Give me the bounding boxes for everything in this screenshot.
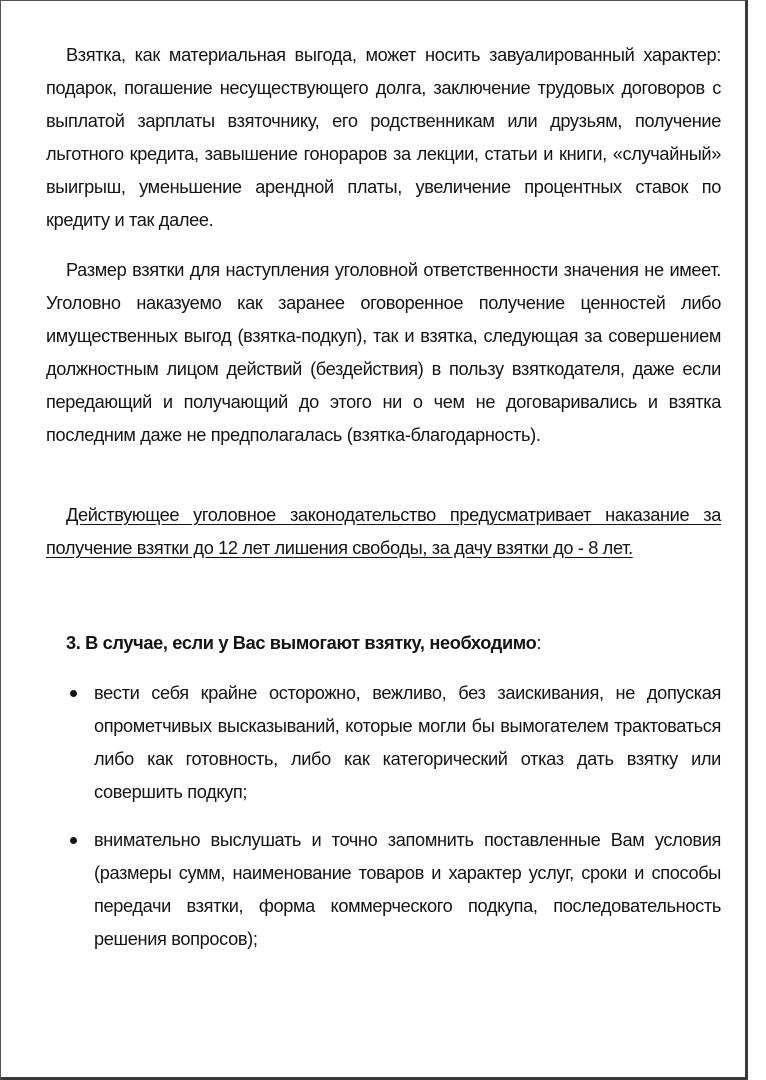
bullet-icon	[70, 837, 77, 844]
bullet-list-second	[66, 824, 721, 956]
bullet-list-first	[66, 677, 721, 809]
paragraph-penalty-underlined: Действующее уголовное законодательство предусматривает наказание за получение взятки до 12 лет лишения свободы, за дачу взятки до - 8 лет.	[46, 505, 721, 558]
paragraph-bribe-size: Размер взятки для наступления уголовной ответственности значения не имеет. Уголовно наказуемо как заранее оговоренное получение ценностей либо имущественных выгод (взятка-подкуп), так и взятка, следующая за совершением должностным лицом действий (бездействия) в пользу взяткодателя, даже если передающий и получающий до этого ни о чем не договаривались и взятка последним даже не предполагалась (взятка-благодарность).	[46, 260, 721, 445]
section-heading	[66, 627, 541, 660]
list-item-text: внимательно выслушать и точно запомнить поставленные Вам условия (размеры сумм, наименование товаров и характер услуг, сроки и способы передачи взятки, форма коммерческого подкупа, последовательность решения вопросов);	[94, 830, 721, 949]
list-item-text: вести себя крайне осторожно, вежливо, без заискивания, не допуская опрометчивых высказываний, которые могли бы вымогателем трактоваться либо как готовность, либо как категорический отказ дать взятку или совершить подкуп;	[94, 683, 721, 802]
section-heading-colon: :	[536, 633, 542, 653]
list-item	[66, 824, 721, 956]
paragraph-bribe-forms: Взятка, как материальная выгода, может носить завуалированный характер: подарок, погашение несуществующего долга, заключение трудовых договоров с выплатой зарплаты взяточнику, его родственникам или друзьям, получение льготного кредита, завышение гонораров за лекции, статьи и книги, «случайный» выигрыш, уменьшение арендной платы, увеличение процентных ставок по кредиту и так далее.	[46, 45, 721, 230]
section-heading-text: 3. В случае, если у Вас вымогают взятку, необходимо	[66, 633, 537, 653]
list-item	[66, 677, 721, 809]
bullet-icon	[70, 690, 77, 697]
